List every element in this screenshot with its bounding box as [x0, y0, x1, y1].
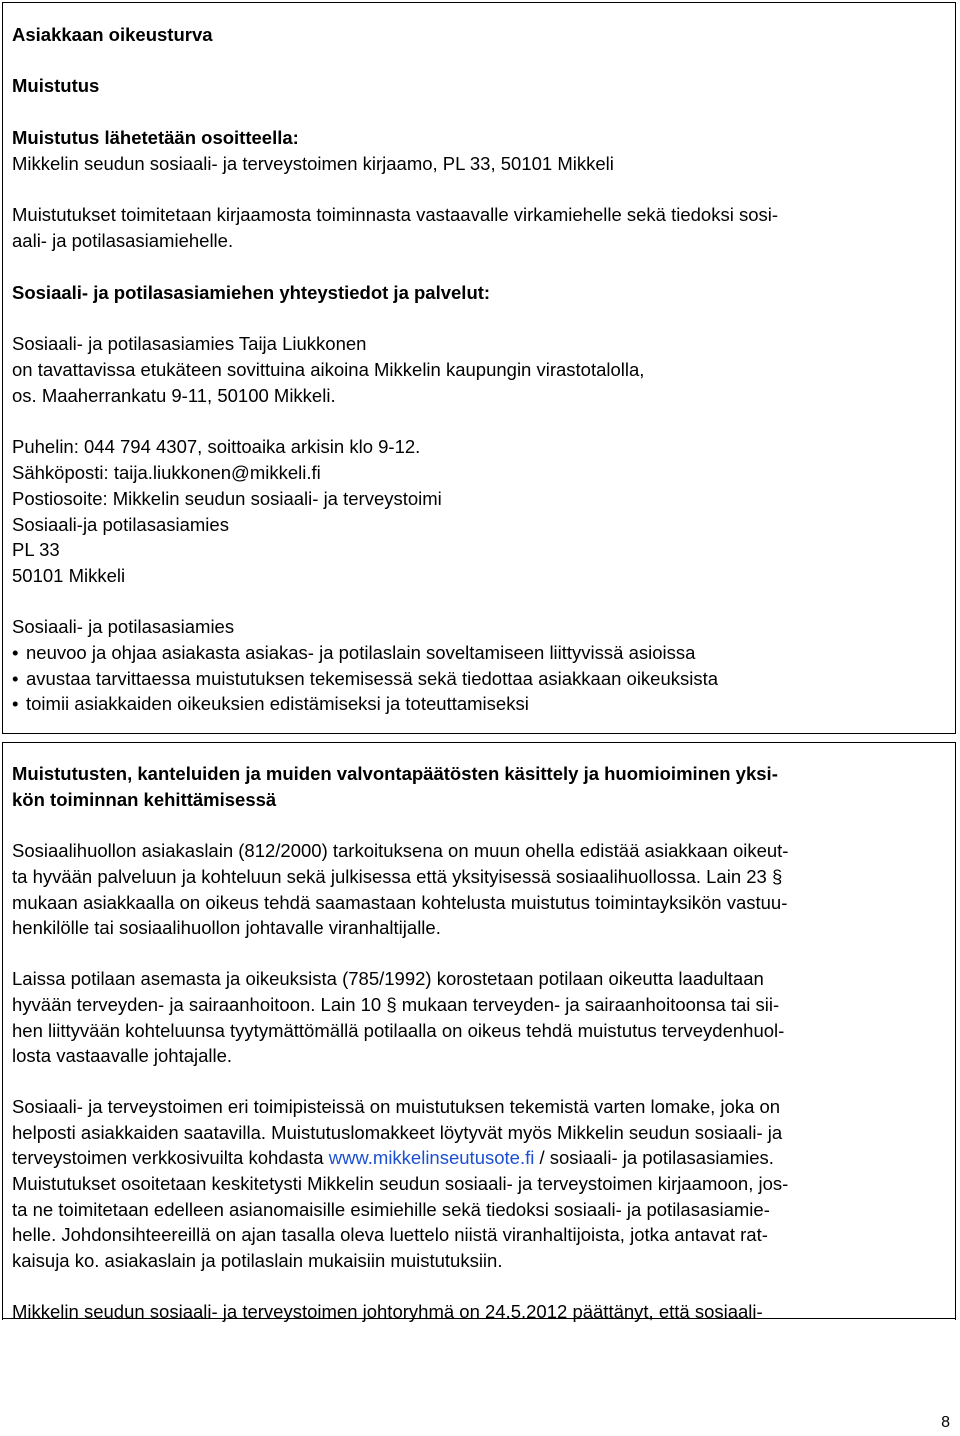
contact-line-3: os. Maaherrankatu 9-11, 50100 Mikkeli.: [12, 385, 336, 406]
phone-line: Puhelin: 044 794 4307, soittoaika arkisin klo 9-12.: [12, 436, 421, 457]
para3-line-1: Sosiaali- ja terveystoimen eri toimipisteissä on muistutuksen tekemistä varten lomake, joka on: [12, 1096, 781, 1117]
bullet-icon: •: [12, 642, 19, 663]
para3-line-2: helposti asiakkaiden saatavilla. Muistutuslomakkeet löytyvät myös Mikkelin seudun sosiaali- ja: [12, 1122, 783, 1143]
para3-line-5: ta ne toimitetaan edelleen asianomaisille esimiehille sekä tiedoksi sosiaali- ja potilasasiamie-: [12, 1199, 770, 1220]
para3-line-3: terveystoimen verkkosivuilta kohdasta www.mikkelinseutusote.fi / sosiaali- ja potilasasiamies.: [12, 1147, 774, 1168]
bullet-icon: •: [12, 693, 19, 714]
address-line: Mikkelin seudun sosiaali- ja terveystoimen kirjaamo, PL 33, 50101 Mikkeli: [12, 153, 614, 174]
para2-line-2: hyvään terveyden- ja sairaanhoitoon. Lain 10 § mukaan terveyden- ja sairaanhoitoonsa tai sii-: [12, 994, 780, 1015]
para1-line-4: henkilölle tai sosiaalihuollon johtavalle viranhaltijalle.: [12, 917, 441, 938]
email-line: Sähköposti: taija.liukkonen@mikkeli.fi: [12, 462, 321, 483]
section-subtitle: Muistutus: [12, 75, 100, 96]
section2-heading-2: kön toiminnan kehittämisessä: [12, 789, 277, 810]
para2-line-3: hen liittyvään kohteluunsa tyytymättömällä potilaalla on oikeus tehdä muistutus terveydenhuol-: [12, 1020, 785, 1041]
para3-line-6: helle. Johdonsihteereillä on ajan tasalla oleva luettelo niistä viranhaltijoista, jotka antavat rat-: [12, 1224, 768, 1245]
services-heading: Sosiaali- ja potilasasiamies: [12, 616, 235, 637]
service-item-3: • toimii asiakkaiden oikeuksien edistämiseksi ja toteuttamiseksi: [12, 691, 529, 717]
contact-line-1: Sosiaali- ja potilasasiamies Taija Liukkonen: [12, 333, 367, 354]
para2-line-4: losta vastaavalle johtajalle.: [12, 1045, 233, 1066]
service-item-2: • avustaa tarvittaessa muistutuksen tekemisessä sekä tiedottaa asiakkaan oikeuksista: [12, 666, 718, 692]
service-item-1: • neuvoo ja ohjaa asiakasta asiakas- ja potilaslain soveltamiseen liittyvissä asioissa: [12, 640, 695, 666]
para3-line-7: kaisuja ko. asiakaslain ja potilaslain mukaisiin muistutuksiin.: [12, 1250, 503, 1271]
bullet-icon: •: [12, 668, 19, 689]
page-title: Asiakkaan oikeusturva: [12, 24, 213, 45]
postal-line-1: Postiosoite: Mikkelin seudun sosiaali- ja terveystoimi: [12, 488, 442, 509]
contact-heading: Sosiaali- ja potilasasiamiehen yhteystiedot ja palvelut:: [12, 282, 491, 303]
para1-line-1: Sosiaalihuollon asiakaslain (812/2000) tarkoituksena on muun ohella edistää asiakkaan oikeut-: [12, 840, 789, 861]
contact-line-2: on tavattavissa etukäteen sovittuina aikoina Mikkelin kaupungin virastotalolla,: [12, 359, 645, 380]
website-link[interactable]: www.mikkelinseutusote.fi: [328, 1147, 535, 1168]
address-heading: Muistutus lähetetään osoitteella:: [12, 127, 299, 148]
para4-line-1: Mikkelin seudun sosiaali- ja terveystoimen johtoryhmä on 24.5.2012 päättänyt, että sosiaali-: [12, 1301, 763, 1322]
para3-line-4: Muistutukset osoitetaan keskitetysti Mikkelin seudun sosiaali- ja terveystoimen kirjaamoon, jos-: [12, 1173, 789, 1194]
para1-line-2: ta hyvään palveluun ja kohteluun sekä julkisessa että yksityisessä sosiaalihuollossa. Lain 23 §: [12, 866, 783, 887]
forward-line-2: aali- ja potilasasiamiehelle.: [12, 230, 234, 251]
forward-line-1: Muistutukset toimitetaan kirjaamosta toiminnasta vastaavalle virkamiehelle sekä tiedoksi sosi-: [12, 204, 779, 225]
section2-heading-1: Muistutusten, kanteluiden ja muiden valvontapäätösten käsittely ja huomioiminen yksi-: [12, 763, 778, 784]
postal-line-3: PL 33: [12, 539, 60, 560]
para1-line-3: mukaan asiakkaalla on oikeus tehdä saamastaan kohtelusta muistutus toimintayksikön vastuu-: [12, 892, 788, 913]
postal-line-4: 50101 Mikkeli: [12, 565, 126, 586]
para2-line-1: Laissa potilaan asemasta ja oikeuksista (785/1992) korostetaan potilaan oikeutta laadultaan: [12, 968, 764, 989]
postal-line-2: Sosiaali-ja potilasasiamies: [12, 514, 229, 535]
page-number: 8: [941, 1414, 950, 1431]
